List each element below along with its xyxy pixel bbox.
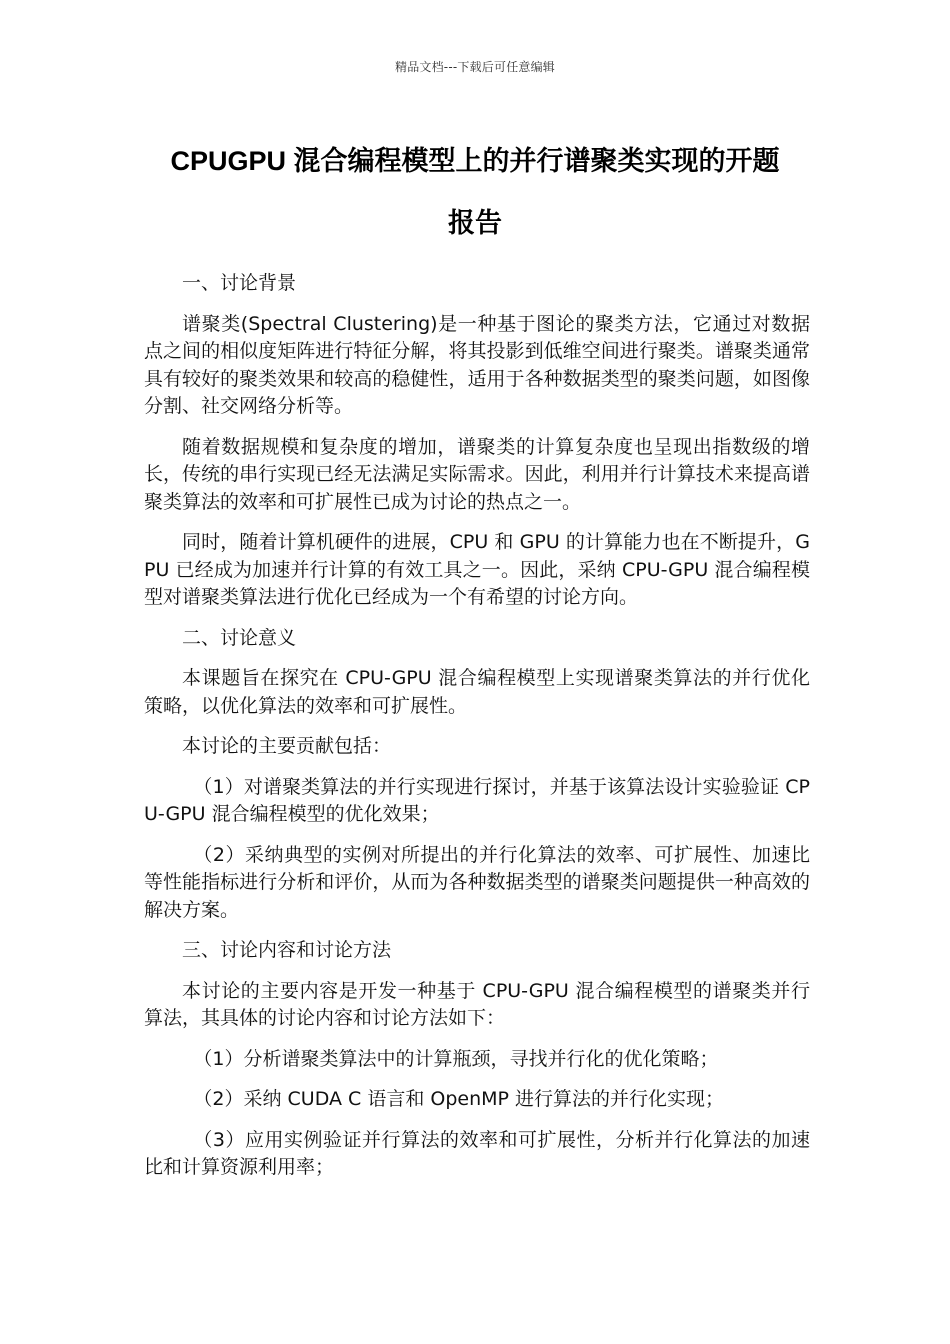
section-heading-background: 一、讨论背景 xyxy=(182,272,297,294)
paragraph: 本讨论的主要贡献包括： xyxy=(182,735,392,757)
title-line-2: 报告 xyxy=(448,208,502,238)
list-item: （1）分析谱聚类算法中的计算瓶颈，寻找并行化的优化策略； xyxy=(193,1047,719,1070)
document-body xyxy=(144,270,810,1182)
list-item: （2）采纳典型的实例对所提出的并行化算法的效率、可扩展性、加速比等性能指标进行分析和评价，从而为各种数据类型的谱聚类问题提供一种高效的解决方案。 xyxy=(144,843,810,921)
section-heading-significance: 二、讨论意义 xyxy=(182,626,297,649)
title-line-1: CPUGPU 混合编程模型上的并行谱聚类实现的开题 xyxy=(170,146,780,176)
section-heading-content-methods: 三、讨论内容和讨论方法 xyxy=(182,939,392,961)
list-item: （1）对谱聚类算法的并行实现进行探讨，并基于该算法设计实验验证 CPU-GPU 混合编程模型的优化效果； xyxy=(144,775,810,825)
paragraph: 随着数据规模和复杂度的增加，谱聚类的计算复杂度也呈现出指数级的增长，传统的串行实现已经无法满足实际需求。因此，利用并行计算技术来提高谱聚类算法的效率和可扩展性已成为讨论的热点之一。 xyxy=(144,435,810,513)
paragraph: 本课题旨在探究在 CPU-GPU 混合编程模型上实现谱聚类算法的并行优化策略，以优化算法的效率和可扩展性。 xyxy=(144,667,810,717)
paragraph: 同时，随着计算机硬件的进展，CPU 和 GPU 的计算能力也在不断提升，GPU 已经成为加速并行计算的有效工具之一。因此，采纳 CPU-GPU 混合编程模型对谱聚类算法进行优化已经成为一个有希望的讨论方向。 xyxy=(144,531,810,608)
document-title xyxy=(140,130,810,254)
list-item: （2）采纳 CUDA C 语言和 OpenMP 进行算法的并行化实现； xyxy=(193,1088,725,1110)
paragraph: 谱聚类(Spectral Clustering)是一种基于图论的聚类方法，它通过对数据点之间的相似度矩阵进行特征分解，将其投影到低维空间进行聚类。谱聚类通常具有较好的聚类效果和较高的稳健性，适用于各种数据类型的聚类问题，如图像分割、社交网络分析等。 xyxy=(144,312,810,417)
list-item: （3）应用实例验证并行算法的效率和可扩展性，分析并行化算法的加速比和计算资源利用率； xyxy=(144,1128,810,1178)
page-header: 精品文档---下载后可任意编辑 xyxy=(395,60,555,74)
paragraph: 本讨论的主要内容是开发一种基于 CPU-GPU 混合编程模型的谱聚类并行算法，其具体的讨论内容和讨论方法如下： xyxy=(144,979,810,1029)
